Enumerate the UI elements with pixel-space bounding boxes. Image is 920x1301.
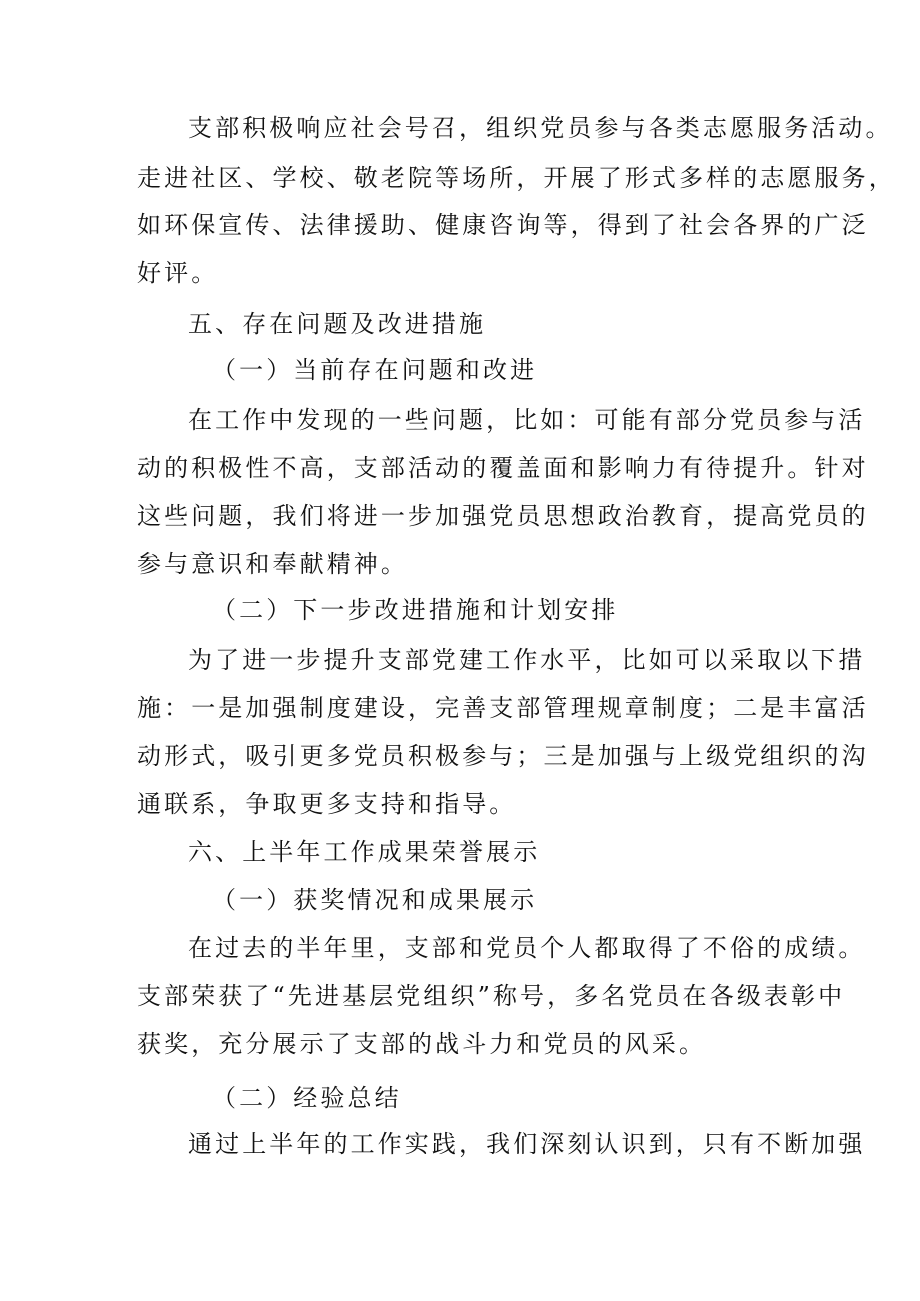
section-heading: 五、存在问题及改进措施 [188,310,487,338]
subsection-heading: （一）当前存在问题和改进 [212,356,538,384]
paragraph-line: 在过去的半年里，支部和党员个人都取得了不俗的成绩。 [188,934,866,962]
paragraph-line: 在工作中发现的一些问题，比如：可能有部分党员参与活 [188,406,866,434]
paragraph-line: 施：一是加强制度建设，完善支部管理规章制度；二是丰富活 [137,694,869,722]
paragraph-line: 通过上半年的工作实践，我们深刻认识到，只有不断加强 [188,1130,866,1158]
paragraph-line: 参与意识和奉献精神。 [137,550,408,578]
paragraph-line: 走进社区、学校、敬老院等场所，开展了形式多样的志愿服务， [137,164,896,192]
paragraph-line: 这些问题，我们将进一步加强党员思想政治教育，提高党员的 [137,502,869,530]
paragraph-line: 如环保宣传、法律援助、健康咨询等，得到了社会各界的广泛 [137,211,869,239]
subsection-heading: （一）获奖情况和成果展示 [212,886,538,914]
paragraph-line: 支部积极响应社会号召，组织党员参与各类志愿服务活动。 [188,114,893,142]
subsection-heading: （二）经验总结 [212,1084,402,1112]
paragraph-line: 为了进一步提升支部党建工作水平，比如可以采取以下措 [188,646,866,674]
subsection-heading: （二）下一步改进措施和计划安排 [212,596,619,624]
paragraph-line: 好评。 [137,259,219,287]
paragraph-line: 动的积极性不高，支部活动的覆盖面和影响力有待提升。针对 [137,454,869,482]
paragraph-line: 支部荣获了“先进基层党组织”称号，多名党员在各级表彰中 [137,982,846,1010]
paragraph-line: 获奖，充分展示了支部的战斗力和党员的风采。 [137,1030,707,1058]
section-heading: 六、上半年工作成果荣誉展示 [188,838,541,866]
paragraph-line: 动形式，吸引更多党员积极参与；三是加强与上级党组织的沟 [137,742,869,770]
paragraph-line: 通联系，争取更多支持和指导。 [137,790,517,818]
